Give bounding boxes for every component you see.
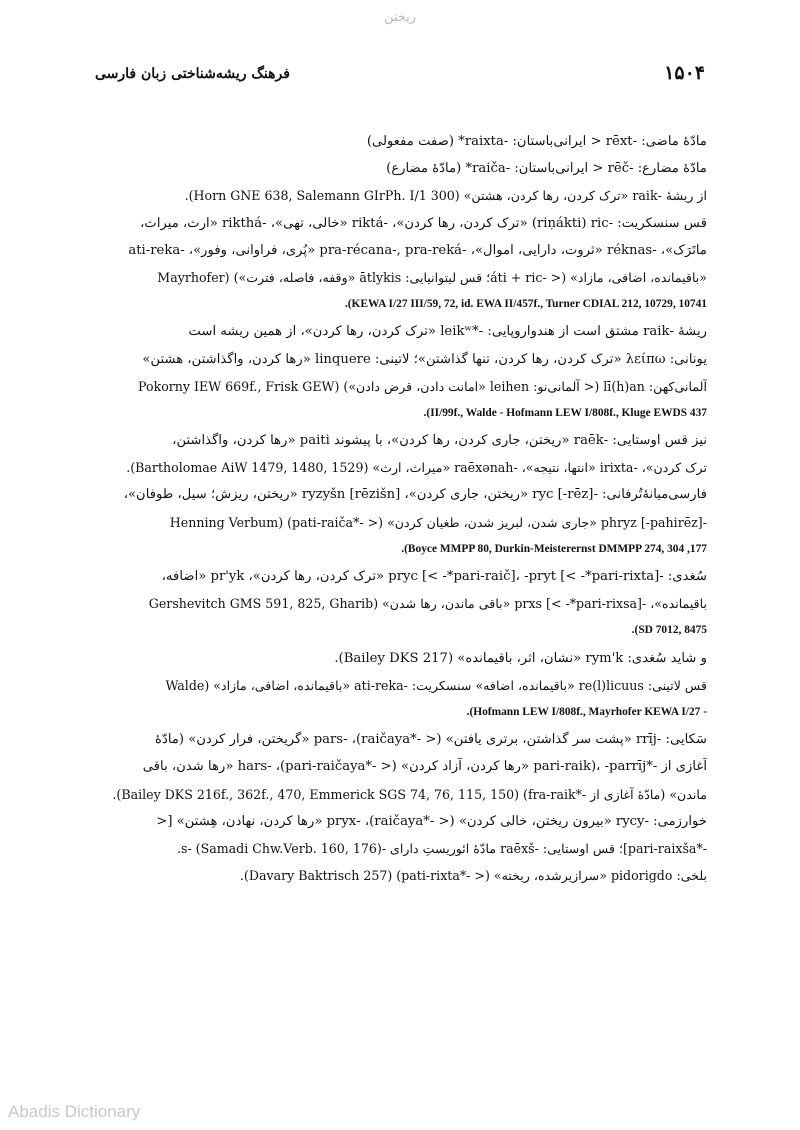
page-top-title: ریختن xyxy=(383,10,417,25)
reference-line: 177, Boyce MMPP 80, Durkin-Meisterernst DMMPP 274, 304). xyxy=(401,542,707,555)
reference-line: - Hofmann LEW I/808f., Mayrhofer KEWA I/27). xyxy=(466,705,707,718)
page-number: ۱۵۰۴ xyxy=(664,62,705,84)
text-line: فارسی‌میانۀ‌تُرفانی: -ryc [-rēz] «ریختن، جاری کردن»، ryzyšn [rēzišn] «ریختن، ریزش؛ سیل، طوفان»، xyxy=(123,487,707,503)
text-line: سَکایی: -rrīj «پشت سر گذاشتن، برتری یافتن» (< -*raičaya)، -pars «گریختن، فرار کردن» (مادّۀ xyxy=(155,732,707,748)
text-line: و شاید سُغدی: rym'k «نشان، اثر، باقیمانده» (Bailey DKS 217). xyxy=(334,650,707,666)
text-line: مادّۀ مضارع: -rēč < ایرانی‌باستان: -raiča* (مادّۀ مضارع) xyxy=(386,161,707,177)
text-line: قس لاتینی: re(l)licuus «باقیمانده، اضافه» سنسکریت: -ati-reka «باقیمانده، اضافی، مازاد» (Walde xyxy=(165,677,707,693)
text-line: نیز قس اوستایی: -raēk «ریختن، جاری کردن، رها کردن»، با پیشوند paiti «رها کردن، واگذاشتن، xyxy=(172,433,707,449)
text-line: -*pari-raixša]؛ قس اوستایی: -raēxš مادّۀ ائوریستِ دارای -s- (Samadi Chw.Verb. 160, 176). xyxy=(176,840,707,856)
text-line: از ریشۀ -raik «ترک کردن، رها کردن، هشتن» (Horn GNE 638, Salemann GIrPh. I/1 300). xyxy=(184,188,707,204)
text-line: ریشۀ -raik مشتق است از هندواروپایی: -*leikʷ «ترک کردن، رها کردن»، از همین ریشه است xyxy=(188,324,707,340)
text-line: باقیمانده»، -prxs [< -*pari-rixsa] «باقی ماندن، رها شدن» (Gershevitch GMS 591, 825, Gharib xyxy=(148,596,707,612)
text-line: مادّۀ ماضی: -rēxt < ایرانی‌باستان: -raixta* (صفت مفعولی) xyxy=(366,134,707,149)
text-line: ماتَرَک»، -réknas «ثروت، دارایی، اموال»، -pra-récana-, pra-reká «پُری، فراوانی، وفور»، -ati-reka xyxy=(128,242,707,258)
text-line: «باقیمانده، اضافی، مازاد» (< -áti + ric؛ قس لیتوانیایی: ātlykis «وقفه، فاصله، فترت») (Mayrhofer xyxy=(157,269,707,285)
entry-body xyxy=(95,128,707,889)
text-line: -phryz [-pahirēz] «جاری شدن، لبریز شدن، طغیان کردن» (< -*pati-raiča) (Henning Verbum xyxy=(169,514,707,530)
reference-line: KEWA I/27 III/59, 72, id. EWA II/457f., Turner CDIAL 212, 10729, 10741). xyxy=(344,298,707,311)
reference-line: II/99f., Walde - Hofmann LEW I/808f., Kluge EWDS 437). xyxy=(423,406,707,419)
text-line: سُغدی: -pryc [< -*pari-raič]، -pryt [< -*pari-rixta] «ترک کردن، رها کردن»، pr'yk «اضافه، xyxy=(161,569,707,584)
page-header xyxy=(95,62,705,92)
book-title: فرهنگ ریشه‌شناختی زبان فارسی xyxy=(95,66,290,82)
text-line: آلمانی‌کهن: lī(h)an (< آلمانی‌نو: leihen «امانت دادن، قرض دادن») (Pokorny IEW 669f., Frisk GEW xyxy=(138,378,707,394)
text-line: یونانی: λείπω «ترک کردن، رها کردن، تنها گذاشتن»؛ لاتینی: linquere «رها کردن، واگذاشتن، هشتن» xyxy=(142,351,707,367)
watermark-text: Abadis Dictionary xyxy=(8,1102,141,1121)
text-line: قس سنسکریت: -riṇákti) ric) «ترک کردن، رها کردن»، -riktá «خالی، تهی»، -rikthá «ارث، میراث، xyxy=(140,215,707,231)
reference-line: SD 7012, 8475). xyxy=(631,624,707,637)
text-line: ترک کردن»، -irixta «انتها، نتیجه»، -raēxənah «میراث، ارث» (Bartholomae AiW 1479, 1480, 1529). xyxy=(126,460,707,476)
text-line: بلخی: pidorigdo «سرازیرشده، ریخته» (< -*pati-rixta) (Davary Baktrisch 257). xyxy=(239,868,707,884)
text-line: خوارزمی: -rycy «بیرون ریختن، خالی کردن» (< -*raičaya)، -pryx «رها کردن، نهادن، هِشتن» [< xyxy=(156,813,707,829)
text-line: آغازی از -*pari-raik)، -parrīj «رها کردن، آزاد کردن» (< -*pari-raičaya)، -hars «رها شدن، باقی xyxy=(142,759,707,775)
text-line: ماندن» (مادّۀ آغازی از -*fra-raik) (Bailey DKS 216f., 362f., 470, Emmerick SGS 74, 76, 115, 150). xyxy=(112,786,707,802)
